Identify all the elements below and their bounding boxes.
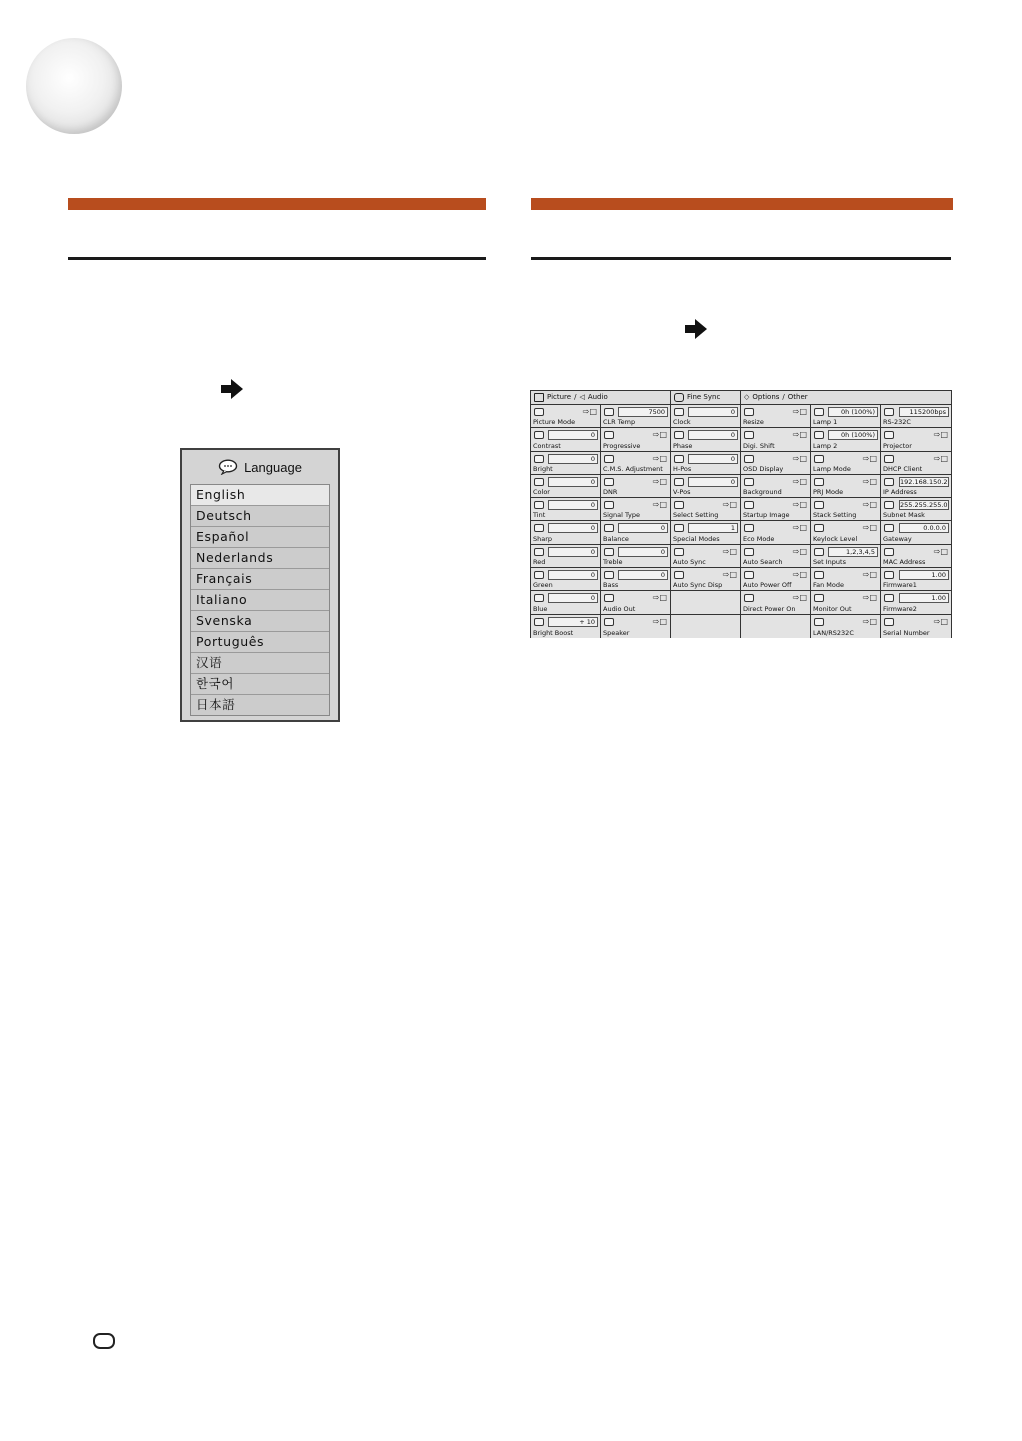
menu-item-icon [744, 594, 754, 602]
transition-arrow-icon: ⇨□ [792, 593, 807, 603]
menu-item-value: 0 [548, 500, 598, 510]
left-section-divider [68, 257, 486, 260]
osd-menu-item [531, 475, 601, 498]
menu-item-icon [744, 571, 754, 579]
menu-item-label: Gateway [883, 534, 912, 543]
transition-arrow-icon: ⇨□ [652, 430, 667, 440]
osd-menu-item [881, 521, 951, 544]
menu-item-label: Speaker [603, 628, 630, 637]
menu-item-value: 0h (100%) [828, 407, 878, 417]
right-arrow-icon [220, 378, 244, 400]
osd-menu-item [601, 591, 671, 614]
menu-item-label: Blue [533, 604, 548, 613]
osd-menu-item [811, 428, 881, 451]
menu-item-value: 0h (100%) [828, 430, 878, 440]
menu-item-label: OSD Display [743, 464, 784, 473]
osd-header-slash: / [574, 393, 577, 401]
menu-item-value: 1 [688, 523, 738, 533]
transition-arrow-icon: ⇨□ [722, 500, 737, 510]
menu-item-icon [534, 455, 544, 463]
osd-menu-item [881, 568, 951, 591]
menu-item-value: 0.0.0.0 [899, 523, 949, 533]
menu-item-icon [744, 408, 754, 416]
osd-menu-item [671, 615, 741, 638]
osd-menu-item [741, 405, 811, 428]
menu-item-label: Green [533, 581, 553, 590]
transition-arrow-icon: ⇨□ [792, 453, 807, 463]
osd-menu-map [530, 390, 952, 638]
menu-item-value: 7500 [618, 407, 668, 417]
osd-menu-item [881, 615, 951, 638]
menu-item-icon [814, 618, 824, 626]
menu-item-icon [884, 548, 894, 556]
menu-item-icon [814, 571, 824, 579]
osd-menu-grid [531, 405, 951, 638]
transition-arrow-icon: ⇨□ [862, 570, 877, 580]
osd-menu-item [531, 615, 601, 638]
osd-menu-item [741, 498, 811, 521]
osd-header-audio: Audio [587, 393, 608, 401]
transition-arrow-icon: ⇨□ [862, 523, 877, 533]
menu-item-label: Lamp Mode [813, 464, 851, 473]
menu-item-label: Set Inputs [813, 558, 846, 567]
transition-arrow-icon: ⇨□ [792, 407, 807, 416]
menu-item-label: Contrast [533, 441, 561, 450]
menu-item-label: Lamp 2 [813, 441, 838, 450]
menu-item-label: Subnet Mask [883, 511, 925, 520]
menu-item-value: 115200bps [899, 407, 949, 417]
osd-menu-item [881, 498, 951, 521]
language-menu-title: Language [244, 459, 302, 475]
menu-item-value: 0 [618, 523, 668, 533]
menu-item-icon [744, 431, 754, 439]
language-code-badge [93, 1333, 115, 1349]
menu-item-value: 1,2,3,4,5 [828, 547, 878, 557]
menu-item-icon [884, 571, 894, 579]
menu-item-label: Startup Image [743, 511, 790, 520]
language-menu-header [182, 450, 338, 484]
menu-item-icon [744, 478, 754, 486]
menu-item-label: Tint [533, 511, 546, 520]
osd-menu-item [531, 405, 601, 428]
osd-header-slash-2: / [782, 393, 785, 401]
osd-menu-item [671, 428, 741, 451]
osd-menu-item [531, 568, 601, 591]
menu-item-label: Background [743, 488, 782, 497]
menu-item-value: 0 [548, 454, 598, 464]
osd-menu-item [811, 615, 881, 638]
language-option[interactable]: 日本語 [191, 695, 329, 715]
osd-menu-item [531, 498, 601, 521]
menu-item-label: Bright Boost [533, 628, 574, 637]
menu-item-label: IP Address [883, 488, 917, 497]
menu-item-value: 0 [548, 593, 598, 603]
transition-arrow-icon: ⇨□ [582, 407, 597, 416]
menu-item-icon [534, 571, 544, 579]
menu-item-value: 0 [618, 570, 668, 580]
menu-item-icon [884, 431, 894, 439]
menu-item-label: Serial Number [883, 628, 930, 637]
transition-arrow-icon: ⇨□ [933, 546, 948, 556]
menu-item-label: Clock [673, 418, 691, 427]
menu-item-icon [604, 594, 614, 602]
osd-menu-item [601, 545, 671, 568]
language-option[interactable]: 한국어 [191, 674, 329, 695]
menu-item-icon [604, 408, 614, 416]
menu-item-label: Auto Search [743, 558, 783, 567]
osd-menu-item [671, 521, 741, 544]
menu-item-icon [604, 618, 614, 626]
menu-item-label: V-Pos [673, 488, 691, 497]
menu-item-icon [814, 408, 824, 416]
transition-arrow-icon: ⇨□ [792, 546, 807, 556]
menu-item-label: DNR [603, 488, 618, 497]
osd-menu-item [881, 545, 951, 568]
speech-bubble-icon [218, 459, 238, 475]
osd-menu-item [671, 475, 741, 498]
fine-sync-icon [674, 393, 684, 402]
language-option[interactable]: Svenska [191, 611, 329, 632]
menu-item-icon [604, 524, 614, 532]
osd-menu-item [881, 591, 951, 614]
menu-item-icon [884, 524, 894, 532]
menu-item-icon [534, 501, 544, 509]
menu-item-label: DHCP Client [883, 464, 923, 473]
menu-item-icon [674, 431, 684, 439]
menu-item-value: 0 [688, 430, 738, 440]
menu-item-icon [884, 594, 894, 602]
osd-menu-item [741, 568, 811, 591]
menu-item-label: Firmware1 [883, 581, 917, 590]
language-option[interactable]: Español [191, 527, 329, 548]
menu-item-value: 0 [688, 407, 738, 417]
transition-arrow-icon: ⇨□ [792, 500, 807, 510]
menu-item-icon [604, 478, 614, 486]
menu-item-value: 0 [548, 570, 598, 580]
transition-arrow-icon: ⇨□ [862, 593, 877, 603]
transition-arrow-icon: ⇨□ [652, 616, 667, 626]
menu-item-icon [884, 478, 894, 486]
menu-item-value: + 10 [548, 617, 598, 627]
menu-item-icon [814, 501, 824, 509]
menu-item-icon [534, 408, 544, 416]
menu-item-icon [744, 455, 754, 463]
transition-arrow-icon: ⇨□ [722, 546, 737, 556]
osd-menu-item [671, 498, 741, 521]
transition-arrow-icon: ⇨□ [792, 476, 807, 486]
menu-item-icon [884, 618, 894, 626]
picture-icon [534, 393, 544, 402]
language-option[interactable]: Deutsch [191, 506, 329, 527]
osd-menu-item [671, 591, 741, 614]
menu-item-value: 0 [688, 477, 738, 487]
menu-item-label: Bright [533, 464, 553, 473]
transition-arrow-icon: ⇨□ [652, 593, 667, 603]
menu-item-icon [744, 501, 754, 509]
osd-menu-item [811, 568, 881, 591]
transition-arrow-icon: ⇨□ [862, 500, 877, 510]
osd-menu-item [881, 405, 951, 428]
menu-item-value: 1.00 [899, 593, 949, 603]
osd-menu-item [881, 452, 951, 475]
menu-item-value: 255.255.255.0 [900, 501, 948, 510]
menu-item-label: Select Setting [673, 511, 719, 520]
language-option[interactable]: Português [191, 632, 329, 653]
language-option[interactable]: English [191, 485, 329, 506]
transition-arrow-icon: ⇨□ [862, 616, 877, 626]
menu-item-label: RS-232C [883, 418, 911, 427]
osd-menu-item [671, 568, 741, 591]
menu-item-value: 0 [618, 547, 668, 557]
right-section-accent-bar [531, 198, 953, 210]
osd-menu-item [881, 428, 951, 451]
menu-item-icon [534, 548, 544, 556]
menu-item-label: PRJ Mode [813, 488, 844, 497]
osd-menu-item [531, 591, 601, 614]
osd-menu-item [811, 405, 881, 428]
transition-arrow-icon: ⇨□ [862, 476, 877, 486]
osd-menu-item [601, 452, 671, 475]
menu-item-icon [744, 548, 754, 556]
right-arrow-icon [684, 318, 708, 340]
menu-item-value: 0 [688, 454, 738, 464]
transition-arrow-icon: ⇨□ [792, 430, 807, 440]
options-icon: ◇ [744, 393, 750, 401]
transition-arrow-icon: ⇨□ [652, 500, 667, 510]
osd-menu-item [811, 498, 881, 521]
menu-item-label: Picture Mode [533, 418, 576, 427]
menu-item-icon [884, 455, 894, 463]
osd-menu-item [531, 521, 601, 544]
speaker-icon: ◁ [579, 393, 585, 401]
menu-item-label: Sharp [533, 534, 553, 543]
osd-menu-item [601, 521, 671, 544]
menu-item-value: 1.00 [899, 570, 949, 580]
osd-menu-item [671, 545, 741, 568]
menu-item-value: 0 [548, 547, 598, 557]
menu-item-label: Auto Sync [673, 558, 706, 567]
menu-item-icon [814, 524, 824, 532]
osd-menu-item [601, 615, 671, 638]
right-section-divider [531, 257, 951, 260]
menu-item-label: Bass [603, 581, 619, 590]
menu-item-icon [604, 548, 614, 556]
osd-menu-item [881, 475, 951, 498]
osd-menu-item [601, 428, 671, 451]
menu-item-icon [744, 524, 754, 532]
menu-item-label: Eco Mode [743, 534, 775, 543]
language-option[interactable]: Français [191, 569, 329, 590]
menu-item-label: Keylock Level [813, 534, 858, 543]
menu-item-label: Monitor Out [813, 604, 852, 613]
menu-item-icon [674, 524, 684, 532]
osd-header-fine-sync-cell [671, 391, 741, 404]
menu-item-label: LAN/RS232C [813, 628, 854, 637]
menu-item-label: Treble [603, 558, 623, 567]
osd-header-picture: Picture [547, 393, 572, 401]
menu-item-label: Balance [603, 534, 629, 543]
menu-item-label: Audio Out [603, 604, 636, 613]
menu-item-label: Red [533, 558, 546, 567]
menu-item-label: Signal Type [603, 511, 640, 520]
menu-item-label: C.M.S. Adjustment [603, 464, 663, 473]
menu-item-label: Projector [883, 441, 912, 450]
menu-item-icon [674, 478, 684, 486]
osd-menu-item [811, 521, 881, 544]
menu-item-label: Auto Power Off [743, 581, 792, 590]
transition-arrow-icon: ⇨□ [792, 523, 807, 533]
osd-menu-item [741, 545, 811, 568]
menu-item-icon [884, 408, 894, 416]
menu-item-label: Color [533, 488, 550, 497]
menu-item-label: MAC Address [883, 558, 926, 567]
osd-menu-item [531, 428, 601, 451]
menu-item-icon [814, 431, 824, 439]
left-section-accent-bar [68, 198, 486, 210]
menu-item-value: 192.168.150.2 [900, 477, 948, 486]
menu-item-value: 0 [548, 477, 598, 487]
osd-menu-item [811, 452, 881, 475]
menu-item-icon [534, 478, 544, 486]
osd-menu-item [811, 591, 881, 614]
osd-menu-item [531, 545, 601, 568]
osd-header-options: Options [752, 393, 780, 401]
osd-menu-item [741, 615, 811, 638]
menu-item-icon [604, 501, 614, 509]
menu-item-label: Resize [743, 418, 764, 427]
language-list [190, 484, 330, 716]
menu-item-icon [814, 594, 824, 602]
osd-header-options-other [741, 391, 951, 404]
language-option[interactable]: 汉语 [191, 653, 329, 674]
transition-arrow-icon: ⇨□ [933, 616, 948, 626]
transition-arrow-icon: ⇨□ [792, 570, 807, 580]
menu-item-icon [604, 431, 614, 439]
menu-item-label: Digi. Shift [743, 441, 775, 450]
transition-arrow-icon: ⇨□ [652, 476, 667, 486]
menu-item-value: 0 [548, 523, 598, 533]
menu-item-icon [534, 431, 544, 439]
osd-menu-item [741, 475, 811, 498]
language-menu [180, 448, 340, 722]
transition-arrow-icon: ⇨□ [722, 570, 737, 580]
osd-header-picture-audio [531, 391, 671, 404]
menu-item-label: CLR Temp [603, 418, 636, 427]
menu-item-label: Fan Mode [813, 581, 845, 590]
menu-item-icon [534, 618, 544, 626]
menu-item-icon [534, 524, 544, 532]
menu-item-icon [674, 408, 684, 416]
osd-menu-item [601, 498, 671, 521]
menu-item-label: Lamp 1 [813, 418, 838, 427]
osd-menu-item [741, 521, 811, 544]
menu-item-value: 0 [548, 430, 598, 440]
osd-menu-item [601, 568, 671, 591]
menu-item-icon [674, 455, 684, 463]
osd-menu-item [741, 452, 811, 475]
osd-menu-item [671, 452, 741, 475]
menu-item-label: Direct Power On [743, 604, 796, 613]
menu-item-icon [814, 478, 824, 486]
menu-item-icon [814, 455, 824, 463]
menu-item-icon [814, 548, 824, 556]
osd-header-other: Other [787, 393, 808, 401]
osd-menu-item [741, 591, 811, 614]
transition-arrow-icon: ⇨□ [933, 430, 948, 440]
osd-menu-item [811, 545, 881, 568]
osd-menu-item [671, 405, 741, 428]
language-option[interactable]: Nederlands [191, 548, 329, 569]
osd-menu-item [811, 475, 881, 498]
osd-menu-item [601, 405, 671, 428]
transition-arrow-icon: ⇨□ [933, 453, 948, 463]
menu-item-label: Firmware2 [883, 604, 917, 613]
menu-item-label: Phase [673, 441, 693, 450]
page-tab-marker [26, 38, 122, 134]
osd-menu-header [531, 391, 951, 405]
menu-item-label: Stack Setting [813, 511, 857, 520]
menu-item-icon [604, 571, 614, 579]
osd-header-fine-sync: Fine Sync [687, 393, 721, 401]
menu-item-label: Auto Sync Disp [673, 581, 723, 590]
osd-menu-item [601, 475, 671, 498]
menu-item-label: Progressive [603, 441, 641, 450]
transition-arrow-icon: ⇨□ [652, 453, 667, 463]
menu-item-icon [534, 594, 544, 602]
transition-arrow-icon: ⇨□ [862, 453, 877, 463]
menu-item-label: H-Pos [673, 464, 692, 473]
menu-item-label: Special Modes [673, 534, 720, 543]
menu-item-icon [674, 571, 684, 579]
menu-item-icon [604, 455, 614, 463]
osd-menu-item [741, 428, 811, 451]
menu-item-icon [674, 548, 684, 556]
osd-menu-item [531, 452, 601, 475]
menu-item-icon [674, 501, 684, 509]
language-option[interactable]: Italiano [191, 590, 329, 611]
menu-item-icon [884, 501, 894, 509]
